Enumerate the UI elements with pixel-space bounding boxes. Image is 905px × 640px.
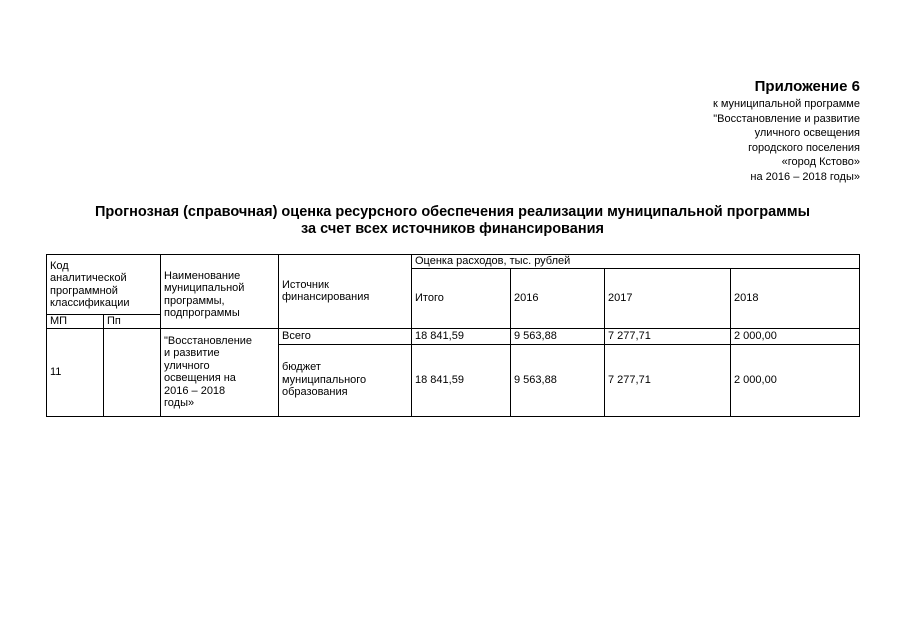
- document-title: [40, 204, 865, 238]
- appendix-line: "Восстановление и развитие: [713, 112, 860, 125]
- header-col-total: Итого: [412, 269, 511, 329]
- appendix-block: [713, 78, 860, 185]
- title-line-1: Прогнозная (справочная) оценка ресурсного обеспечения реализации муниципальной программы: [94, 204, 811, 220]
- appendix-line: «город Кстово»: [781, 156, 860, 169]
- header-name-cell: [161, 255, 279, 329]
- table-row: [47, 328, 860, 344]
- header-source-line: Источник: [282, 278, 329, 291]
- appendix-line: на 2016 – 2018 годы»: [750, 170, 860, 183]
- value-cell-2016: 9 563,88: [511, 344, 605, 416]
- header-code-line: Код: [50, 259, 69, 272]
- value-cell-2017: 7 277,71: [605, 328, 731, 344]
- program-name-cell: [161, 328, 279, 416]
- header-code-line: аналитической: [50, 272, 127, 284]
- header-col-2017: 2017: [605, 269, 731, 329]
- mp-code-cell: 11: [47, 328, 104, 416]
- appendix-heading: Приложение 6: [754, 78, 860, 95]
- header-name-line: подпрограммы: [164, 307, 240, 320]
- header-code-line: классификации: [50, 297, 130, 309]
- value-cell-2018: 2 000,00: [731, 344, 860, 416]
- header-name-line: программы,: [164, 294, 225, 307]
- header-col-2018: 2018: [731, 269, 860, 329]
- value-cell-2018: 2 000,00: [731, 328, 860, 344]
- source-cell: Всего: [279, 328, 412, 344]
- header-source-cell: [279, 255, 412, 329]
- header-pp-cell: Пп: [104, 315, 161, 329]
- value-cell-2017: 7 277,71: [605, 344, 731, 416]
- header-name-line: муниципальной: [164, 282, 245, 295]
- value-cell-total: 18 841,59: [412, 344, 511, 416]
- program-name-line: 2016 – 2018: [164, 384, 226, 397]
- source-cell: [279, 344, 412, 416]
- resource-table: [46, 254, 860, 417]
- title-line-2: за счет всех источников финансирования: [301, 221, 604, 237]
- header-estimate-cell: Оценка расходов, тыс. рублей: [412, 255, 860, 269]
- source-line: муниципального: [282, 373, 367, 386]
- value-cell-total: 18 841,59: [412, 328, 511, 344]
- program-name-line: "Восстановление: [164, 334, 253, 347]
- program-name-line: и развитие: [164, 347, 220, 359]
- header-name-line: Наименование: [164, 269, 241, 282]
- header-col-2016: 2016: [511, 269, 605, 329]
- header-mp-cell: МП: [47, 315, 104, 329]
- program-name-line: освещения на: [164, 372, 236, 384]
- source-line: образования: [282, 386, 348, 399]
- appendix-line: к муниципальной программе: [712, 98, 860, 110]
- header-source-line: финансирования: [282, 291, 370, 304]
- pp-code-cell: [104, 328, 161, 416]
- source-line: бюджет: [282, 361, 321, 374]
- header-code-line: программной: [50, 284, 118, 297]
- appendix-line: уличного освещения: [754, 127, 860, 140]
- value-cell-2016: 9 563,88: [511, 328, 605, 344]
- appendix-line: городского поселения: [748, 141, 860, 154]
- program-name-line: уличного: [164, 359, 210, 372]
- header-code-cell: [47, 255, 161, 315]
- program-name-line: годы»: [164, 397, 195, 409]
